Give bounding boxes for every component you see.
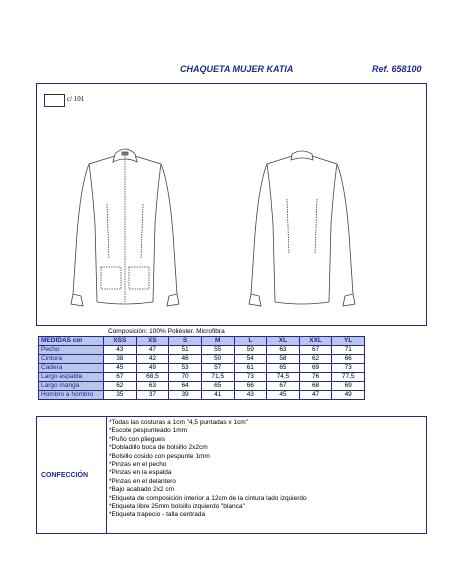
reference-number: Ref. 658100: [372, 64, 422, 74]
table-cell: 53: [169, 364, 202, 373]
row-label: Largo manga: [39, 382, 104, 391]
table-cell: 41: [201, 391, 234, 400]
table-cell: 67: [104, 373, 137, 382]
table-cell: 49: [332, 391, 365, 400]
jacket-front-view: [71, 149, 179, 306]
jacket-back-view: [249, 151, 355, 306]
list-item: *Etiqueta trapecio - talla centrada: [109, 511, 206, 519]
measures-header: MEDIDAS cm: [39, 337, 104, 346]
table-cell: 37: [136, 391, 169, 400]
table-cell: 39: [169, 391, 202, 400]
table-cell: 42: [136, 355, 169, 364]
table-cell: 63: [267, 346, 300, 355]
list-item: *Pinzas en el pecho: [109, 461, 167, 469]
table-row: [39, 355, 365, 364]
size-column-header: S: [169, 337, 202, 346]
table-cell: 35: [104, 391, 137, 400]
list-item: *Etiqueta libre 25mm bolsillo izquierdo "blanca": [109, 503, 245, 511]
list-item: *Escote pespunteado 1mm: [109, 427, 188, 435]
table-cell: 45: [104, 364, 137, 373]
table-cell: 43: [234, 391, 267, 400]
table-cell: 45: [267, 391, 300, 400]
table-cell: 38: [104, 355, 137, 364]
table-cell: 65: [267, 364, 300, 373]
table-cell: 47: [136, 346, 169, 355]
table-cell: 67: [299, 346, 332, 355]
table-cell: 66: [332, 355, 365, 364]
table-cell: 46: [169, 355, 202, 364]
table-cell: 68,5: [136, 373, 169, 382]
list-item: *Puño con pliegues: [109, 435, 166, 443]
table-header-row: [39, 337, 365, 346]
confeccion-label: CONFECCIÓN: [41, 472, 89, 479]
table-cell: 65: [201, 382, 234, 391]
table-row: [39, 346, 365, 355]
table-cell: 63: [136, 382, 169, 391]
table-cell: 57: [201, 364, 234, 373]
confeccion-list: [109, 419, 307, 520]
jacket-sketch: [37, 84, 428, 327]
table-cell: 76: [299, 373, 332, 382]
row-label: Cintura: [39, 355, 104, 364]
table-cell: 62: [104, 382, 137, 391]
confeccion-section: [36, 416, 427, 534]
table-cell: 61: [234, 364, 267, 373]
table-cell: 51: [169, 346, 202, 355]
table-cell: 69: [332, 382, 365, 391]
table-cell: 64: [169, 382, 202, 391]
size-column-header: M: [201, 337, 234, 346]
table-cell: 62: [299, 355, 332, 364]
table-cell: 54: [234, 355, 267, 364]
list-item: *Bajo acabado 2x2 cm: [109, 486, 175, 494]
table-cell: 47: [299, 391, 332, 400]
size-column-header: XL: [267, 337, 300, 346]
row-label: Hombro a hombro: [39, 391, 104, 400]
size-column-header: XSS: [104, 337, 137, 346]
list-item: *Pinzas en el delantero: [109, 477, 176, 485]
table-cell: 50: [201, 355, 234, 364]
size-column-header: XXL: [299, 337, 332, 346]
list-item: *Todas las costuras a 1cm "4,5 puntadas x 1cm": [109, 419, 249, 426]
table-cell: 73: [332, 364, 365, 373]
table-cell: 70: [169, 373, 202, 382]
technical-drawing-panel: [36, 83, 427, 326]
table-cell: 73: [234, 373, 267, 382]
table-cell: 55: [201, 346, 234, 355]
list-item: *Pinzas en la espalda: [109, 469, 172, 477]
table-cell: 74,5: [267, 373, 300, 382]
row-label: Largo espalda: [39, 373, 104, 382]
table-cell: 59: [234, 346, 267, 355]
size-column-header: XS: [136, 337, 169, 346]
row-label: Pecho: [39, 346, 104, 355]
table-cell: 77,5: [332, 373, 365, 382]
table-cell: 71,5: [201, 373, 234, 382]
section-divider: [106, 417, 107, 533]
table-row: [39, 364, 365, 373]
table-cell: 71: [332, 346, 365, 355]
list-item: *Dobladillo boca de bolsillo 2x2cm: [109, 444, 208, 452]
size-measurement-table: [38, 336, 365, 400]
row-label: Cadera: [39, 364, 104, 373]
document-title: CHAQUETA MUJER KATIA: [180, 64, 294, 74]
size-column-header: L: [234, 337, 267, 346]
table-cell: 43: [104, 346, 137, 355]
table-cell: 68: [299, 382, 332, 391]
size-column-header: YL: [332, 337, 365, 346]
list-item: *Etiqueta de composición interior a 12cm de la cintura lado izquierdo: [109, 494, 307, 502]
list-item: *Bolsillo cosido con pespunte 1mm: [109, 452, 210, 460]
composition-text: Composición: 100% Poliéster. Microfibra: [108, 328, 225, 335]
table-cell: 58: [267, 355, 300, 364]
table-cell: 49: [136, 364, 169, 373]
table-cell: 66: [234, 382, 267, 391]
table-row: [39, 373, 365, 382]
table-cell: 67: [267, 382, 300, 391]
table-cell: 69: [299, 364, 332, 373]
table-row: [39, 391, 365, 400]
table-row: [39, 382, 365, 391]
color-label: c/ 101: [67, 95, 85, 103]
